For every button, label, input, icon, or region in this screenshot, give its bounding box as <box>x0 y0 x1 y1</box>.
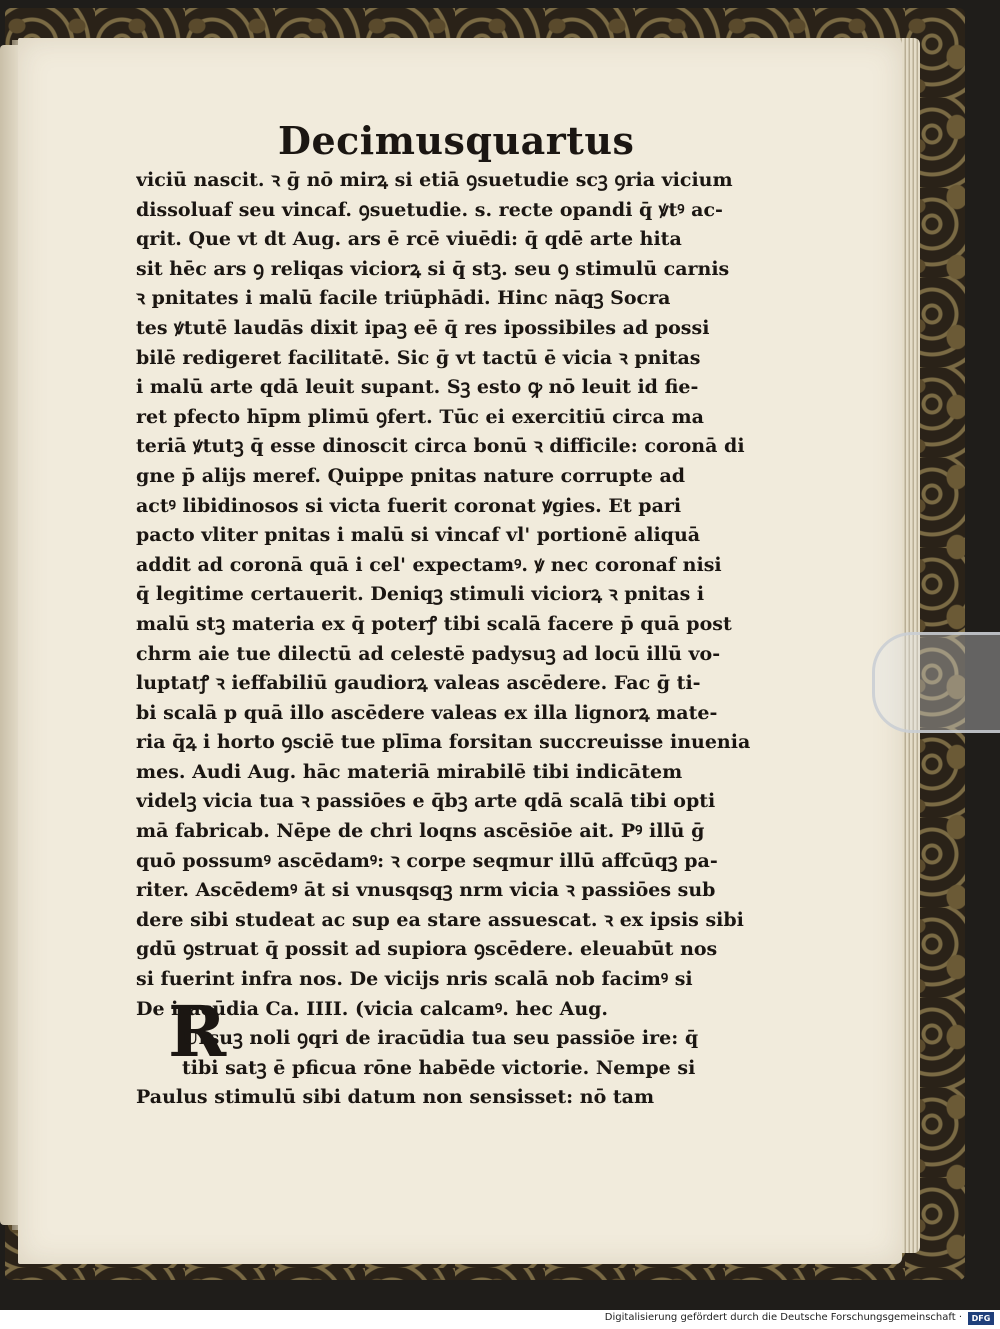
dfg-logo: DFG <box>968 1312 994 1325</box>
text-line: addit ad coronā quā i cel' expectamꝰ. ꝟ nec coronaf nisi <box>136 553 722 576</box>
text-line: viciū nascit. ꝛ ḡ nō mirꝝ si etiā ꝯsuetudie scꝫ ꝯria vicium <box>136 169 733 191</box>
text-line: De iracūdia Ca. IIII. (vicia calcamꝰ. hec Aug. <box>136 997 609 1020</box>
footer-credit: Digitalisierung gefördert durch die Deutsche Forschungsgemeinschaft · <box>604 1312 962 1323</box>
text-line: qrit. Que vt dt Aug. ars ē rcē viuēdi: q̄ qdē arte hita <box>136 228 682 251</box>
text-line: dere sibi studeat ac sup ea stare assuescat. ꝛ ex ipsis sibi <box>136 908 744 931</box>
text-line: si fuerint infra nos. De vicijs nris scalā nob facimꝰ si <box>136 968 693 991</box>
drop-cap: R <box>168 990 227 1073</box>
text-line: ria q̄ꝝ i horto ꝯsciē tue plīma forsitan succreuisse inuenia <box>136 731 751 754</box>
text-line: sit hēc ars ꝯ reliqas viciorꝝ si q̄ stꝫ. seu ꝯ stimulū carnis <box>136 257 730 280</box>
text-line: luptatꝭ ꝛ ieffabiliū gaudiorꝝ valeas ascēdere. Fac ḡ ti- <box>136 672 701 695</box>
footer-bar <box>0 1310 1000 1329</box>
page-clip <box>872 632 1000 733</box>
text-line: tibi satꝫ ē pficua rōne habēde victorie. Nempe si <box>182 1056 696 1079</box>
text-line: quō possumꝰ ascēdamꝰ: ꝛ corpe seqmur illū affcūqꝫ pa- <box>136 849 718 872</box>
text-line: Ursuꝫ noli ꝯqri de iracūdia tua seu passiōe ire: q̄ <box>182 1027 699 1050</box>
text-block <box>136 166 766 1113</box>
text-line: Paulus stimulū sibi datum non sensisset: nō tam <box>136 1086 655 1109</box>
text-line: malū stꝫ materia ex q̄ poterꝭ tibi scalā facere p̄ quā post <box>136 612 732 635</box>
text-line: bi scalā p quā illo ascēdere valeas ex illa lignorꝝ mate- <box>136 701 718 724</box>
text-line: pacto vliter pnitas i malū si vincaf vl' portionē aliquā <box>136 524 701 547</box>
text-line: dissoluaf seu vincaf. ꝯsuetudie. s. recte opandi q̄ ꝟtꝰ ac- <box>136 198 723 221</box>
text-line: i malū arte qdā leuit supant. Sꝫ esto ꝙ nō leuit id fie- <box>136 376 699 399</box>
text-line: gne p̄ alijs meref. Quippe pnitas nature corrupte ad <box>136 464 686 487</box>
text-line: chrm aie tue dilectū ad celestē padysuꝫ ad locū illū vo- <box>136 642 721 665</box>
text-line: q̄ legitime certauerit. Deniqꝫ stimuli viciorꝝ ꝛ pnitas i <box>136 583 705 606</box>
running-title: Decimusquartus <box>278 118 635 163</box>
text-line: tes ꝟtutē laudās dixit ipaꝫ eē q̄ res ipossibiles ad possi <box>136 316 710 339</box>
text-line: mā fabricab. Nēpe de chri loqns ascēsiōe ait. Pꝰ illū ḡ <box>136 820 705 843</box>
text-line: actꝰ libidinosos si victa fuerit coronat ꝟgies. Et pari <box>136 494 682 517</box>
text-line: riter. Ascēdemꝰ āt si vnusqsqꝫ nrm vicia ꝛ passiōes sub <box>136 879 716 902</box>
text-line: videlꝫ vicia tua ꝛ passiōes e q̄bꝫ arte qdā scalā tibi opti <box>136 790 716 813</box>
text-line: bilē redigeret facilitatē. Sic ḡ vt tactū ē vicia ꝛ pnitas <box>136 346 701 369</box>
text-line: ret pfecto hīpm plimū ꝯfert. Tūc ei exercitiū circa ma <box>136 405 704 428</box>
text-line: gdū ꝯstruat q̄ possit ad supiora ꝯscēdere. eleuabūt nos <box>136 938 718 961</box>
text-line: teriā ꝟtutꝫ q̄ esse dinoscit circa bonū ꝛ difficile: coronā di <box>136 435 745 458</box>
text-line: ꝛ pnitates i malū facile triūphādi. Hinc nāqꝫ Socra <box>136 287 671 310</box>
text-line: mes. Audi Aug. hāc materiā mirabilē tibi indicātem <box>136 760 683 783</box>
